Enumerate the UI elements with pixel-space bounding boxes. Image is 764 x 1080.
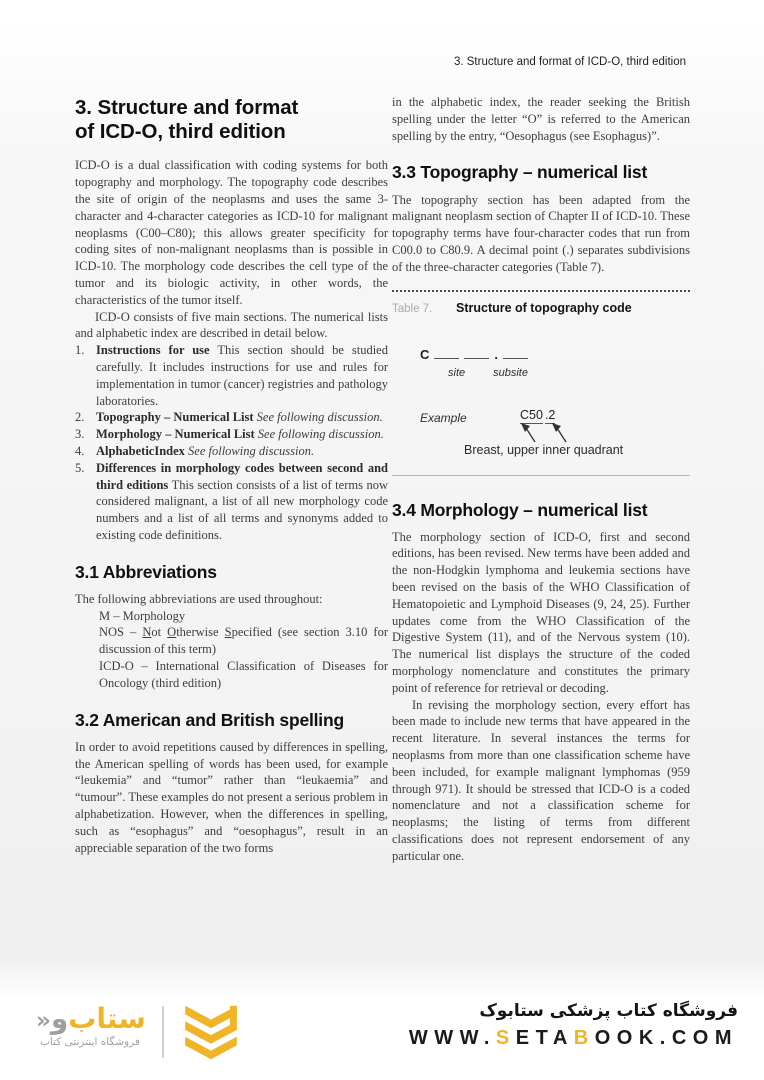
code-labels-row — [448, 367, 528, 379]
website-url: WWW.SETABOOK.COM — [408, 1027, 738, 1049]
list-text: AlphabeticIndex See following discussion. — [96, 443, 315, 458]
section-3-2-heading: 3.2 American and British spelling — [75, 709, 344, 730]
site-label: site — [448, 366, 466, 379]
topography-code-scheme — [420, 347, 528, 362]
sections-overview-paragraph: ICD-O consists of five main sections. The numerical lists and alphabetic index are described in detail below. — [75, 309, 388, 341]
list-item — [75, 443, 388, 460]
store-name-farsi: فروشگاه کتاب پزشکی ستابوک — [479, 1001, 738, 1021]
list-text: Morphology – Numerical List See following discussion. — [96, 427, 384, 442]
list-number: 1. — [75, 343, 85, 358]
left-column — [75, 96, 388, 856]
code-blank — [434, 348, 459, 359]
chapter-title — [75, 96, 388, 144]
abbreviations-intro: The following abbreviations are used throughout: — [75, 591, 323, 606]
wordmark-gray-part: و — [50, 1002, 69, 1035]
list-item — [75, 460, 388, 544]
section-3-3-heading: 3.3 Topography – numerical list — [392, 162, 648, 183]
example-code — [520, 408, 555, 422]
subsite-label: subsite — [493, 366, 528, 379]
example-subsite-code: .2 — [544, 407, 556, 422]
abbreviation-icdo: ICD-O – International Classification of Diseases for Oncology (third edition) — [99, 659, 388, 690]
footer-right — [409, 1001, 738, 1050]
list-number: 5. — [75, 460, 85, 475]
list-text: Topography – Numerical List See following discussion. — [96, 410, 383, 425]
morphology-paragraph-2: In revising the morphology section, every effort has been made to include new terms that have appeared in the recent literature. In several instances the terms for neoplasms from more than one classification scheme have been included, for example malignant lymphomas (959 through 971). It should be stressed that ICD-O is a coded nomenclature and not a classification scheme for neoplasms; the listing of terms from different classifications does not represent endorsement of any particular one. — [392, 697, 690, 863]
section-3-4-heading: 3.4 Morphology – numerical list — [392, 499, 648, 520]
example-site-code: C50 — [520, 407, 543, 422]
running-header: 3. Structure and format of ICD-O, third edition — [453, 56, 686, 68]
code-blank — [464, 348, 489, 359]
right-column — [392, 94, 690, 865]
list-item — [75, 426, 388, 443]
spelling-paragraph-continued: in the alphabetic index, the reader seeking the British spelling under the letter “O” is referred to the American spelling by the entry, “Oesophagus (see Esophagus)”. — [392, 95, 690, 143]
list-number: 2. — [75, 410, 85, 425]
logo-tagline: فروشگاه اینترنتی کتاب — [39, 1036, 140, 1049]
example-row — [420, 407, 660, 457]
setabook-logo — [34, 1004, 242, 1061]
list-item — [75, 342, 388, 409]
list-number: 3. — [75, 427, 85, 442]
wordmark-chevron-mark: « — [36, 1008, 51, 1034]
main-sections-list — [75, 342, 388, 544]
annotation-arrows-icon — [518, 422, 576, 444]
abbreviation-morphology: M – Morphology — [99, 608, 186, 623]
wordmark-yellow-part: ستاب — [68, 1002, 146, 1035]
intro-paragraph: ICD-O is a dual classification with coding systems for both topography and morphology. The topography code describes the site of origin of the neoplasms and uses the same 3-character and 4-character categories as ICD-10 for malignant neoplasms (C00–C80); this allows greater specificity for coding sites of non-malignant neoplasms than is possible in ICD-10. The morphology code describes the cell type of the tumor and its biologic activity, in other words, the characteristics of the tumor itself. — [75, 158, 388, 307]
code-decimal-point: . — [494, 346, 499, 362]
table-7 — [392, 290, 690, 476]
setabook-wordmark-block — [34, 1004, 146, 1048]
table-7-caption-row — [392, 301, 690, 315]
list-text: Instructions for use This section should be studied carefully. It includes instructions for use and rules for implementation in tumor (cancer) registries and pathology laboratories. — [96, 343, 388, 408]
table-7-diagram — [392, 315, 690, 476]
table-7-label: Table 7. — [392, 302, 433, 315]
list-text: Differences in morphology codes between second and third editions This section consists of a list of terms now considered malignant, a list of all new morphology code numbers and a list of all terms and synonyms added to existing code definitions. — [96, 460, 388, 542]
example-annotation: Breast, upper inner quadrant — [464, 442, 624, 457]
chapter-title-line2: of ICD-O, third edition — [75, 120, 286, 144]
abbreviations-list — [99, 608, 388, 692]
section-3-1-heading: 3.1 Abbreviations — [75, 561, 217, 582]
abbreviation-nos: NOS – Not Otherwise Specified (see section 3.10 for discussion of this term) — [99, 625, 388, 657]
code-prefix: C — [420, 346, 430, 362]
list-number: 4. — [75, 443, 85, 458]
logo-divider — [162, 1006, 164, 1058]
morphology-paragraph-1: The morphology section of ICD-O, first and second editions, has been revised. New terms have been added and the non-Hodgkin lymphoma and leukemia sections have been revised on the basis of the WHO Classification of Hematopoietic and Lymphoid Diseases (9, 24, 25). Further updates come from the WHO Classification of the Digestive System (11), and of the Nervous system (10). The numerical list displays the structure of the coded morphology nomenclature and constitutes the primary point of reference for retrieval or decoding. — [392, 529, 690, 695]
setabook-emblem-icon — [180, 1004, 242, 1061]
code-blank — [503, 348, 528, 359]
topography-paragraph: The topography section has been adapted from the malignant neoplasm section of Chapter II of ICD-10. These topography terms have four-character codes that run from C00.0 to C80.9. A decimal point (.) separates subdivisions of the three-character categories (Table 7). — [392, 192, 690, 274]
spelling-paragraph: In order to avoid repetitions caused by differences in spelling, the American spelling of words has been used, for example “leukemia” and “tumor” rather than “leukaemia” and “tumour”. These examples do not present a serious problem in alphabetization. However, when the differences in spelling, such as “esophagus” and “oesophagus”, result in an appreciable separation of the two forms — [75, 739, 388, 855]
setabook-wordmark — [34, 1004, 146, 1033]
chapter-title-line1: 3. Structure and format — [75, 96, 299, 119]
example-label: Example — [420, 410, 467, 425]
footer-banner — [0, 996, 764, 1080]
table-7-caption: Structure of topography code — [456, 300, 632, 315]
list-item — [75, 409, 388, 426]
